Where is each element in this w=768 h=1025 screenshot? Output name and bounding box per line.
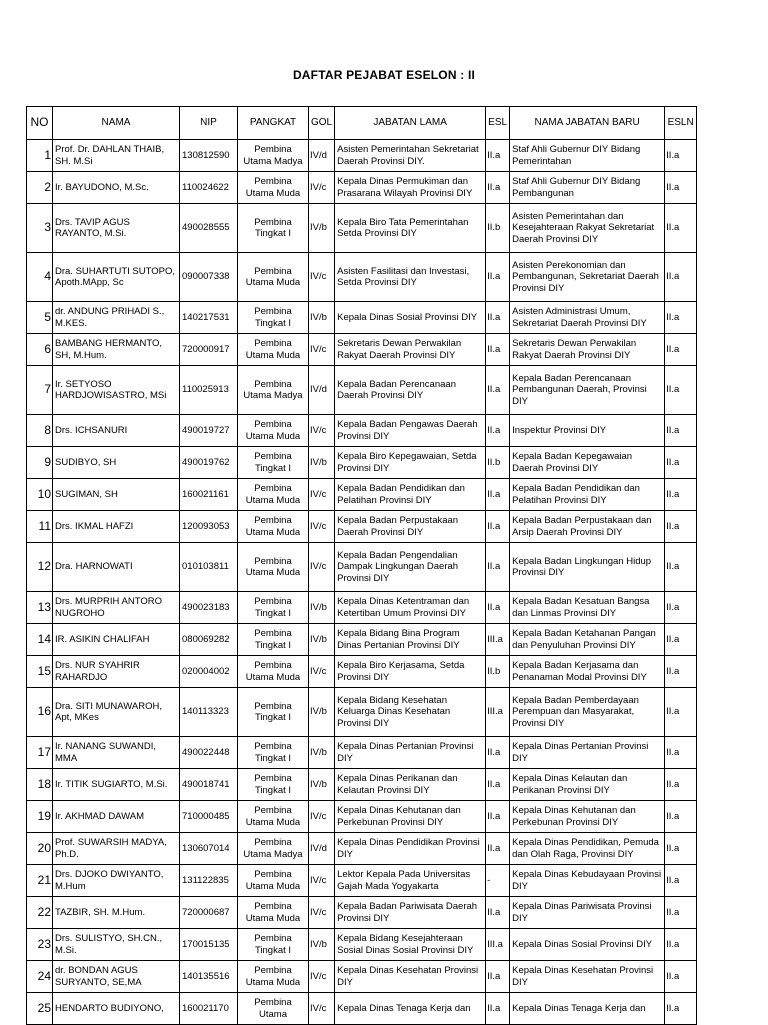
cell-nama: HENDARTO BUDIYONO, <box>53 993 180 1025</box>
cell-no: 3 <box>27 204 53 253</box>
cell-no: 13 <box>27 592 53 624</box>
table-row <box>27 688 697 737</box>
cell-pangkat: Pembina Utama Madya <box>238 140 309 172</box>
cell-esln: II.a <box>665 592 697 624</box>
cell-gol: IV/d <box>309 140 335 172</box>
cell-no: 10 <box>27 479 53 511</box>
cell-pangkat: Pembina Utama Madya <box>238 366 309 415</box>
header-jabatan-baru: NAMA JABATAN BARU <box>510 107 665 140</box>
header-gol: GOL <box>309 107 335 140</box>
cell-nip: 090007338 <box>180 253 238 302</box>
cell-jabatan-lama: Sekretaris Dewan Perwakilan Rakyat Daerah Provinsi DIY <box>335 334 486 366</box>
cell-jabatan-baru: Staf Ahli Gubernur DIY Bidang Pembangunan <box>510 172 665 204</box>
cell-nama: Dra. SUHARTUTI SUTOPO, Apoth.MApp, Sc <box>53 253 180 302</box>
cell-pangkat: Pembina Utama Muda <box>238 253 309 302</box>
cell-nama: Dra. HARNOWATI <box>53 543 180 592</box>
cell-jabatan-baru: Kepala Dinas Pendidikan, Pemuda dan Olah Raga, Provinsi DIY <box>510 833 665 865</box>
cell-jabatan-lama: Kepala Dinas Pendidikan Provinsi DIY <box>335 833 486 865</box>
cell-gol: IV/c <box>309 865 335 897</box>
cell-esln: II.a <box>665 334 697 366</box>
cell-no: 7 <box>27 366 53 415</box>
table-row <box>27 993 697 1025</box>
cell-jabatan-lama: Kepala Dinas Tenaga Kerja dan <box>335 993 486 1025</box>
cell-gol: IV/b <box>309 624 335 656</box>
cell-esl: II.b <box>486 656 510 688</box>
cell-esln: II.a <box>665 833 697 865</box>
cell-esl: II.a <box>486 801 510 833</box>
cell-no: 6 <box>27 334 53 366</box>
header-pangkat: PANGKAT <box>238 107 309 140</box>
cell-nip: 490028555 <box>180 204 238 253</box>
cell-nip: 120093053 <box>180 511 238 543</box>
cell-nama: SUGIMAN, SH <box>53 479 180 511</box>
cell-gol: IV/c <box>309 479 335 511</box>
header-nama: NAMA <box>53 107 180 140</box>
cell-esl: II.a <box>486 737 510 769</box>
table-row <box>27 801 697 833</box>
cell-jabatan-baru: Kepala Badan Kepegawaian Daerah Provinsi DIY <box>510 447 665 479</box>
cell-nip: 110025913 <box>180 366 238 415</box>
cell-nip: 710000485 <box>180 801 238 833</box>
cell-nip: 140217531 <box>180 302 238 334</box>
cell-jabatan-baru: Asisten Pemerintahan dan Kesejahteraan Rakyat Sekretariat Daerah Provinsi DIY <box>510 204 665 253</box>
cell-esl: III.a <box>486 688 510 737</box>
cell-nama: IR. ASIKIN CHALIFAH <box>53 624 180 656</box>
cell-esl: II.a <box>486 833 510 865</box>
cell-jabatan-lama: Kepala Dinas Kehutanan dan Perkebunan Provinsi DIY <box>335 801 486 833</box>
cell-esln: II.a <box>665 479 697 511</box>
header-nip: NIP <box>180 107 238 140</box>
cell-no: 17 <box>27 737 53 769</box>
table-row <box>27 140 697 172</box>
cell-esl: II.a <box>486 961 510 993</box>
cell-jabatan-lama: Kepala Badan Pendidikan dan Pelatihan Provinsi DIY <box>335 479 486 511</box>
cell-gol: IV/c <box>309 253 335 302</box>
cell-pangkat: Pembina Tingkat I <box>238 929 309 961</box>
cell-pangkat: Pembina Utama Muda <box>238 543 309 592</box>
cell-gol: IV/c <box>309 543 335 592</box>
table-body <box>27 140 697 1025</box>
cell-nip: 490019727 <box>180 415 238 447</box>
cell-gol: IV/b <box>309 447 335 479</box>
cell-esl: II.a <box>486 253 510 302</box>
cell-nip: 130812590 <box>180 140 238 172</box>
cell-jabatan-baru: Kepala Badan Lingkungan Hidup Provinsi DIY <box>510 543 665 592</box>
header-esl: ESL <box>486 107 510 140</box>
cell-nip: 490019762 <box>180 447 238 479</box>
cell-jabatan-lama: Kepala Badan Pengendalian Dampak Lingkungan Daerah Provinsi DIY <box>335 543 486 592</box>
cell-nama: Ir. SETYOSO HARDJOWISASTRO, MSi <box>53 366 180 415</box>
cell-jabatan-baru: Kepala Dinas Pertanian Provinsi DIY <box>510 737 665 769</box>
cell-nama: Drs. NUR SYAHRIR RAHARDJO <box>53 656 180 688</box>
cell-esln: II.a <box>665 929 697 961</box>
cell-no: 22 <box>27 897 53 929</box>
cell-jabatan-lama: Kepala Bidang Kesejahteraan Sosial Dinas Sosial Provinsi DIY <box>335 929 486 961</box>
cell-nama: Drs. SULISTYO, SH.CN., M.Si. <box>53 929 180 961</box>
cell-jabatan-baru: Kepala Badan Perpustakaan dan Arsip Daerah Provinsi DIY <box>510 511 665 543</box>
header-esln: ESLN <box>665 107 697 140</box>
cell-pangkat: Pembina Utama Muda <box>238 511 309 543</box>
cell-no: 20 <box>27 833 53 865</box>
cell-no: 19 <box>27 801 53 833</box>
cell-nip: 131122835 <box>180 865 238 897</box>
cell-gol: IV/d <box>309 833 335 865</box>
cell-nip: 160021161 <box>180 479 238 511</box>
table-row <box>27 415 697 447</box>
cell-nama: Ir. NANANG SUWANDI, MMA <box>53 737 180 769</box>
cell-pangkat: Pembina Utama Muda <box>238 801 309 833</box>
cell-nama: Drs. ICHSANURI <box>53 415 180 447</box>
cell-esl: II.b <box>486 204 510 253</box>
cell-no: 21 <box>27 865 53 897</box>
table-row <box>27 961 697 993</box>
cell-nama: Ir. TITIK SUGIARTO, M.Si. <box>53 769 180 801</box>
cell-pangkat: Pembina Utama Madya <box>238 833 309 865</box>
table-row <box>27 624 697 656</box>
cell-gol: IV/b <box>309 204 335 253</box>
cell-esl: II.a <box>486 479 510 511</box>
table-row <box>27 865 697 897</box>
table-row <box>27 543 697 592</box>
cell-jabatan-lama: Kepala Dinas Permukiman dan Prasarana Wilayah Provinsi DIY <box>335 172 486 204</box>
cell-nip: 020004002 <box>180 656 238 688</box>
cell-jabatan-lama: Kepala Dinas Perikanan dan Kelautan Provinsi DIY <box>335 769 486 801</box>
cell-no: 1 <box>27 140 53 172</box>
officials-table <box>26 106 697 1025</box>
cell-pangkat: Pembina Utama Muda <box>238 334 309 366</box>
cell-gol: IV/c <box>309 415 335 447</box>
cell-jabatan-lama: Asisten Fasilitasi dan Investasi, Setda Provinsi DIY <box>335 253 486 302</box>
cell-esl: II.a <box>486 172 510 204</box>
cell-jabatan-baru: Inspektur Provinsi DIY <box>510 415 665 447</box>
cell-nama: Ir. AKHMAD DAWAM <box>53 801 180 833</box>
cell-nama: Prof. Dr. DAHLAN THAIB, SH. M.Si <box>53 140 180 172</box>
cell-gol: IV/c <box>309 511 335 543</box>
cell-jabatan-baru: Sekretaris Dewan Perwakilan Rakyat Daerah Provinsi DIY <box>510 334 665 366</box>
cell-esln: II.a <box>665 302 697 334</box>
cell-esln: II.a <box>665 897 697 929</box>
cell-gol: IV/b <box>309 302 335 334</box>
cell-no: 2 <box>27 172 53 204</box>
cell-no: 9 <box>27 447 53 479</box>
cell-jabatan-baru: Kepala Badan Kerjasama dan Penanaman Modal Provinsi DIY <box>510 656 665 688</box>
table-header-row <box>27 107 697 140</box>
cell-jabatan-lama: Kepala Dinas Pertanian Provinsi DIY <box>335 737 486 769</box>
cell-gol: IV/b <box>309 737 335 769</box>
cell-jabatan-baru: Kepala Dinas Kehutanan dan Perkebunan Provinsi DIY <box>510 801 665 833</box>
cell-jabatan-lama: Kepala Biro Kepegawaian, Setda Provinsi DIY <box>335 447 486 479</box>
cell-esl: II.a <box>486 302 510 334</box>
cell-jabatan-baru: Kepala Dinas Sosial Provinsi DIY <box>510 929 665 961</box>
cell-nip: 140135516 <box>180 961 238 993</box>
cell-nip: 170015135 <box>180 929 238 961</box>
cell-esln: II.a <box>665 253 697 302</box>
cell-esln: II.a <box>665 415 697 447</box>
cell-jabatan-baru: Kepala Dinas Kebudayaan Provinsi DIY <box>510 865 665 897</box>
cell-gol: IV/c <box>309 801 335 833</box>
cell-nip: 160021170 <box>180 993 238 1025</box>
cell-no: 23 <box>27 929 53 961</box>
cell-jabatan-lama: Kepala Dinas Ketentraman dan Ketertiban Umum Provinsi DIY <box>335 592 486 624</box>
cell-esl: II.a <box>486 511 510 543</box>
cell-jabatan-baru: Kepala Dinas Kelautan dan Perikanan Provinsi DIY <box>510 769 665 801</box>
cell-esln: II.a <box>665 172 697 204</box>
cell-esln: II.a <box>665 801 697 833</box>
table-row <box>27 737 697 769</box>
cell-pangkat: Pembina Tingkat I <box>238 592 309 624</box>
cell-jabatan-lama: Kepala Badan Pariwisata Daerah Provinsi DIY <box>335 897 486 929</box>
table-row <box>27 479 697 511</box>
cell-pangkat: Pembina Utama Muda <box>238 479 309 511</box>
cell-esln: II.a <box>665 769 697 801</box>
cell-nama: Drs. TAVIP AGUS RAYANTO, M.Si. <box>53 204 180 253</box>
cell-no: 16 <box>27 688 53 737</box>
cell-nama: Drs. IKMAL HAFZI <box>53 511 180 543</box>
cell-pangkat: Pembina Tingkat I <box>238 688 309 737</box>
cell-esl: II.a <box>486 897 510 929</box>
cell-nip: 130607014 <box>180 833 238 865</box>
cell-pangkat: Pembina Utama Muda <box>238 415 309 447</box>
cell-gol: IV/c <box>309 172 335 204</box>
table-row <box>27 769 697 801</box>
cell-nama: TAZBIR, SH. M.Hum. <box>53 897 180 929</box>
cell-nip: 110024622 <box>180 172 238 204</box>
cell-nip: 490022448 <box>180 737 238 769</box>
cell-jabatan-baru: Asisten Administrasi Umum, Sekretariat Daerah Provinsi DIY <box>510 302 665 334</box>
table-row <box>27 302 697 334</box>
cell-jabatan-lama: Kepala Dinas Sosial Provinsi DIY <box>335 302 486 334</box>
cell-gol: IV/c <box>309 961 335 993</box>
cell-esln: II.a <box>665 993 697 1025</box>
cell-jabatan-baru: Staf Ahli Gubernur DIY Bidang Pemerintahan <box>510 140 665 172</box>
table-row <box>27 656 697 688</box>
cell-no: 5 <box>27 302 53 334</box>
page-title: DAFTAR PEJABAT ESELON : II <box>292 68 476 82</box>
cell-esln: II.a <box>665 447 697 479</box>
cell-no: 4 <box>27 253 53 302</box>
table-row <box>27 334 697 366</box>
cell-pangkat: Pembina Tingkat I <box>238 769 309 801</box>
cell-nama: dr. BONDAN AGUS SURYANTO, SE,MA <box>53 961 180 993</box>
cell-nip: 490018741 <box>180 769 238 801</box>
cell-gol: IV/c <box>309 993 335 1025</box>
table-row <box>27 253 697 302</box>
cell-no: 24 <box>27 961 53 993</box>
cell-esl: II.b <box>486 447 510 479</box>
cell-nip: 720000917 <box>180 334 238 366</box>
table-row <box>27 592 697 624</box>
cell-jabatan-lama: Kepala Biro Tata Pemerintahan Setda Provinsi DIY <box>335 204 486 253</box>
cell-no: 11 <box>27 511 53 543</box>
cell-no: 15 <box>27 656 53 688</box>
cell-esl: II.a <box>486 769 510 801</box>
cell-gol: IV/b <box>309 592 335 624</box>
table-row <box>27 511 697 543</box>
cell-esl: II.a <box>486 334 510 366</box>
cell-pangkat: Pembina Utama Muda <box>238 172 309 204</box>
cell-jabatan-lama: Kepala Badan Pengawas Daerah Provinsi DIY <box>335 415 486 447</box>
cell-pangkat: Pembina Tingkat I <box>238 204 309 253</box>
cell-esln: II.a <box>665 140 697 172</box>
cell-esl: II.a <box>486 366 510 415</box>
cell-pangkat: Pembina Utama Muda <box>238 961 309 993</box>
cell-jabatan-baru: Asisten Perekonomian dan Pembangunan, Sekretariat Daerah Provinsi DIY <box>510 253 665 302</box>
cell-jabatan-baru: Kepala Badan Ketahanan Pangan dan Penyuluhan Provinsi DIY <box>510 624 665 656</box>
cell-jabatan-lama: Kepala Bidang Bina Program Dinas Pertanian Provinsi DIY <box>335 624 486 656</box>
table-row <box>27 929 697 961</box>
cell-no: 8 <box>27 415 53 447</box>
table-row <box>27 172 697 204</box>
cell-nama: Prof. SUWARSIH MADYA, Ph.D. <box>53 833 180 865</box>
cell-gol: IV/b <box>309 769 335 801</box>
cell-pangkat: Pembina Utama Muda <box>238 656 309 688</box>
cell-jabatan-lama: Lektor Kepala Pada Universitas Gajah Mada Yogyakarta <box>335 865 486 897</box>
cell-nama: Ir. BAYUDONO, M.Sc. <box>53 172 180 204</box>
cell-jabatan-lama: Kepala Badan Perpustakaan Daerah Provinsi DIY <box>335 511 486 543</box>
cell-pangkat: Pembina Tingkat I <box>238 624 309 656</box>
cell-esl: II.a <box>486 993 510 1025</box>
header-jabatan-lama: JABATAN LAMA <box>335 107 486 140</box>
cell-jabatan-lama: Kepala Badan Perencanaan Daerah Provinsi DIY <box>335 366 486 415</box>
cell-nama: Dra. SITI MUNAWAROH, Apt, MKes <box>53 688 180 737</box>
cell-gol: IV/d <box>309 366 335 415</box>
cell-pangkat: Pembina Utama Muda <box>238 865 309 897</box>
cell-no: 25 <box>27 993 53 1025</box>
cell-gol: IV/c <box>309 656 335 688</box>
cell-jabatan-baru: Kepala Badan Perencanaan Pembangunan Daerah, Provinsi DIY <box>510 366 665 415</box>
cell-gol: IV/c <box>309 334 335 366</box>
cell-jabatan-baru: Kepala Dinas Tenaga Kerja dan <box>510 993 665 1025</box>
cell-nama: dr. ANDUNG PRIHADI S., M.KES. <box>53 302 180 334</box>
cell-esln: II.a <box>665 543 697 592</box>
header-no: NO <box>27 107 53 140</box>
cell-nama: SUDIBYO, SH <box>53 447 180 479</box>
cell-esln: II.a <box>665 656 697 688</box>
cell-esl: II.a <box>486 140 510 172</box>
cell-jabatan-baru: Kepala Badan Pemberdayaan Perempuan dan Masyarakat, Provinsi DIY <box>510 688 665 737</box>
cell-esln: II.a <box>665 204 697 253</box>
cell-jabatan-lama: Asisten Pemerintahan Sekretariat Daerah Provinsi DIY. <box>335 140 486 172</box>
cell-esln: II.a <box>665 366 697 415</box>
cell-esln: II.a <box>665 624 697 656</box>
cell-jabatan-lama: Kepala Biro Kerjasama, Setda Provinsi DIY <box>335 656 486 688</box>
cell-jabatan-baru: Kepala Dinas Kesehatan Provinsi DIY <box>510 961 665 993</box>
cell-pangkat: Pembina Utama Muda <box>238 897 309 929</box>
cell-jabatan-baru: Kepala Badan Pendidikan dan Pelatihan Provinsi DIY <box>510 479 665 511</box>
cell-pangkat: Pembina Tingkat I <box>238 302 309 334</box>
cell-nama: BAMBANG HERMANTO, SH, M.Hum. <box>53 334 180 366</box>
cell-esl: II.a <box>486 415 510 447</box>
table-row <box>27 447 697 479</box>
cell-nama: Drs. DJOKO DWIYANTO, M.Hum <box>53 865 180 897</box>
table-row <box>27 366 697 415</box>
cell-jabatan-baru: Kepala Badan Kesatuan Bangsa dan Linmas Provinsi DIY <box>510 592 665 624</box>
cell-nip: 140113323 <box>180 688 238 737</box>
cell-esln: II.a <box>665 961 697 993</box>
cell-esln: II.a <box>665 511 697 543</box>
cell-esln: II.a <box>665 688 697 737</box>
cell-jabatan-lama: Kepala Bidang Kesehatan Keluarga Dinas Kesehatan Provinsi DIY <box>335 688 486 737</box>
cell-pangkat: Pembina Tingkat I <box>238 447 309 479</box>
cell-esl: III.a <box>486 624 510 656</box>
cell-no: 12 <box>27 543 53 592</box>
cell-nip: 720000687 <box>180 897 238 929</box>
table-row <box>27 204 697 253</box>
cell-no: 14 <box>27 624 53 656</box>
cell-nip: 490023183 <box>180 592 238 624</box>
cell-nip: 010103811 <box>180 543 238 592</box>
cell-gol: IV/b <box>309 929 335 961</box>
cell-gol: IV/b <box>309 688 335 737</box>
cell-nip: 080069282 <box>180 624 238 656</box>
cell-gol: IV/c <box>309 897 335 929</box>
cell-esln: II.a <box>665 737 697 769</box>
table-row <box>27 833 697 865</box>
cell-esl: III.a <box>486 929 510 961</box>
cell-pangkat: Pembina Tingkat I <box>238 737 309 769</box>
cell-jabatan-baru: Kepala Dinas Pariwisata Provinsi DIY <box>510 897 665 929</box>
cell-esl: - <box>486 865 510 897</box>
cell-jabatan-lama: Kepala Dinas Kesehatan Provinsi DIY <box>335 961 486 993</box>
cell-pangkat: Pembina Utama <box>238 993 309 1025</box>
cell-esln: II.a <box>665 865 697 897</box>
cell-no: 18 <box>27 769 53 801</box>
cell-nama: Drs. MURPRIH ANTORO NUGROHO <box>53 592 180 624</box>
cell-esl: II.a <box>486 592 510 624</box>
table-row <box>27 897 697 929</box>
cell-esl: II.a <box>486 543 510 592</box>
